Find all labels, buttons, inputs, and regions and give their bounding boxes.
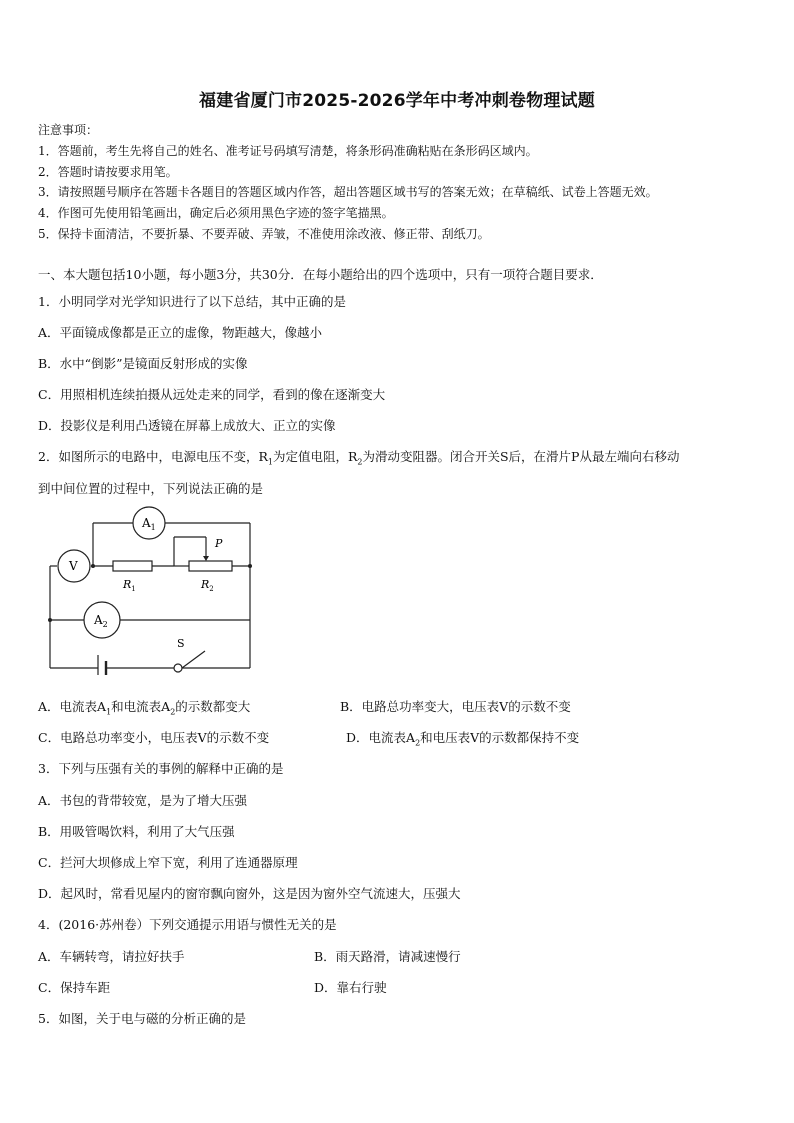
- junction-dot: [48, 618, 52, 622]
- notes-item-3: 3．请按照题号顺序在答题卡各题目的答题区域内作答，超出答题区域书写的答案无效；在草稿纸、试卷上答题无效。: [38, 185, 658, 199]
- circuit-diagram: [40, 503, 265, 675]
- notes-item-5: 5．保持卡面清洁，不要折暴、不要弄破、弄皱，不准使用涂改液、修正带、刮纸刀。: [38, 227, 490, 241]
- q1-option-a: A．平面镜成像都是正立的虚像，物距越大，像越小: [38, 325, 323, 340]
- q1-option-c: C．用照相机连续拍摄从远处走来的同学，看到的像在逐渐变大: [38, 387, 386, 402]
- switch-pivot: [174, 664, 182, 672]
- q3-option-b: B．用吸管喝饮料，利用了大气压强: [38, 824, 235, 839]
- slider-label-p: P: [215, 537, 223, 550]
- rheostat-r2-label: $R_2$: [201, 578, 214, 593]
- q4-option-d: D．靠右行驶: [314, 980, 387, 995]
- ammeter-a2-label: $A_2$: [94, 613, 108, 629]
- q2-stem-line2: 到中间位置的过程中，下列说法正确的是: [38, 481, 264, 496]
- q2-option-d: D．电流表$A_2$和电压表V的示数都保持不变: [346, 730, 580, 748]
- q4-option-b: B．雨天路滑，请减速慢行: [314, 949, 461, 964]
- notes-item-2: 2．答题时请按要求用笔。: [38, 165, 178, 179]
- q3-option-c: C．拦河大坝修成上窄下宽，利用了连通器原理: [38, 855, 298, 870]
- rheostat-r2: [189, 561, 232, 571]
- q4-stem: 4．(2016·苏州卷）下列交通提示用语与惯性无关的是: [38, 917, 337, 932]
- q1-option-d: D．投影仪是利用凸透镜在屏幕上成放大、正立的实像: [38, 418, 336, 433]
- junction-dot: [248, 564, 252, 568]
- notes-item-4: 4．作图可先使用铅笔画出，确定后必须用黑色字迹的签字笔描黑。: [38, 206, 394, 220]
- notes-item-1: 1．答题前，考生先将自己的姓名、准考证号码填写清楚，将条形码准确粘贴在条形码区域内。: [38, 144, 538, 158]
- q2-option-c: C．电路总功率变小，电压表V的示数不变: [38, 730, 270, 745]
- q3-stem: 3．下列与压强有关的事例的解释中正确的是: [38, 761, 284, 776]
- page-title: 福建省厦门市2025-2026学年中考冲刺卷物理试题: [199, 91, 595, 111]
- resistor-r1-label: $R_1$: [123, 578, 136, 593]
- ammeter-a1-label: $A_1$: [142, 516, 156, 532]
- q5-stem: 5．如图，关于电与磁的分析正确的是: [38, 1011, 246, 1026]
- junction-dot: [91, 564, 95, 568]
- resistor-r1: [113, 561, 152, 571]
- section-heading: 一、本大题包括10小题，每小题3分，共30分．在每小题给出的四个选项中，只有一项符合题目要求．: [38, 267, 603, 282]
- q1-stem: 1．小明同学对光学知识进行了以下总结，其中正确的是: [38, 294, 346, 309]
- q4-option-c: C．保持车距: [38, 980, 111, 995]
- voltmeter-v-label: V: [69, 559, 78, 573]
- notes-heading: 注意事项：: [38, 123, 99, 137]
- q1-option-b: B．水中“倒影”是镜面反射形成的实像: [38, 356, 248, 371]
- switch-label: S: [177, 637, 185, 650]
- q4-option-a: A．车辆转弯，请拉好扶手: [38, 949, 185, 964]
- q2-stem-line1: 2．如图所示的电路中，电源电压不变，$R_1$为定值电阻，$R_2$为滑动变阻器。闭合开关S后，在滑片P从最左端向右移动: [38, 449, 680, 467]
- slider-arrow: [203, 556, 209, 561]
- q3-option-d: D．起风时，常看见屋内的窗帘飘向窗外，这是因为窗外空气流速大，压强大: [38, 886, 461, 901]
- q3-option-a: A．书包的背带较宽，是为了增大压强: [38, 793, 248, 808]
- q2-option-a: A．电流表$A_1$和电流表$A_2$的示数都变大: [38, 699, 251, 717]
- q2-option-b: B．电路总功率变大，电压表V的示数不变: [340, 699, 571, 714]
